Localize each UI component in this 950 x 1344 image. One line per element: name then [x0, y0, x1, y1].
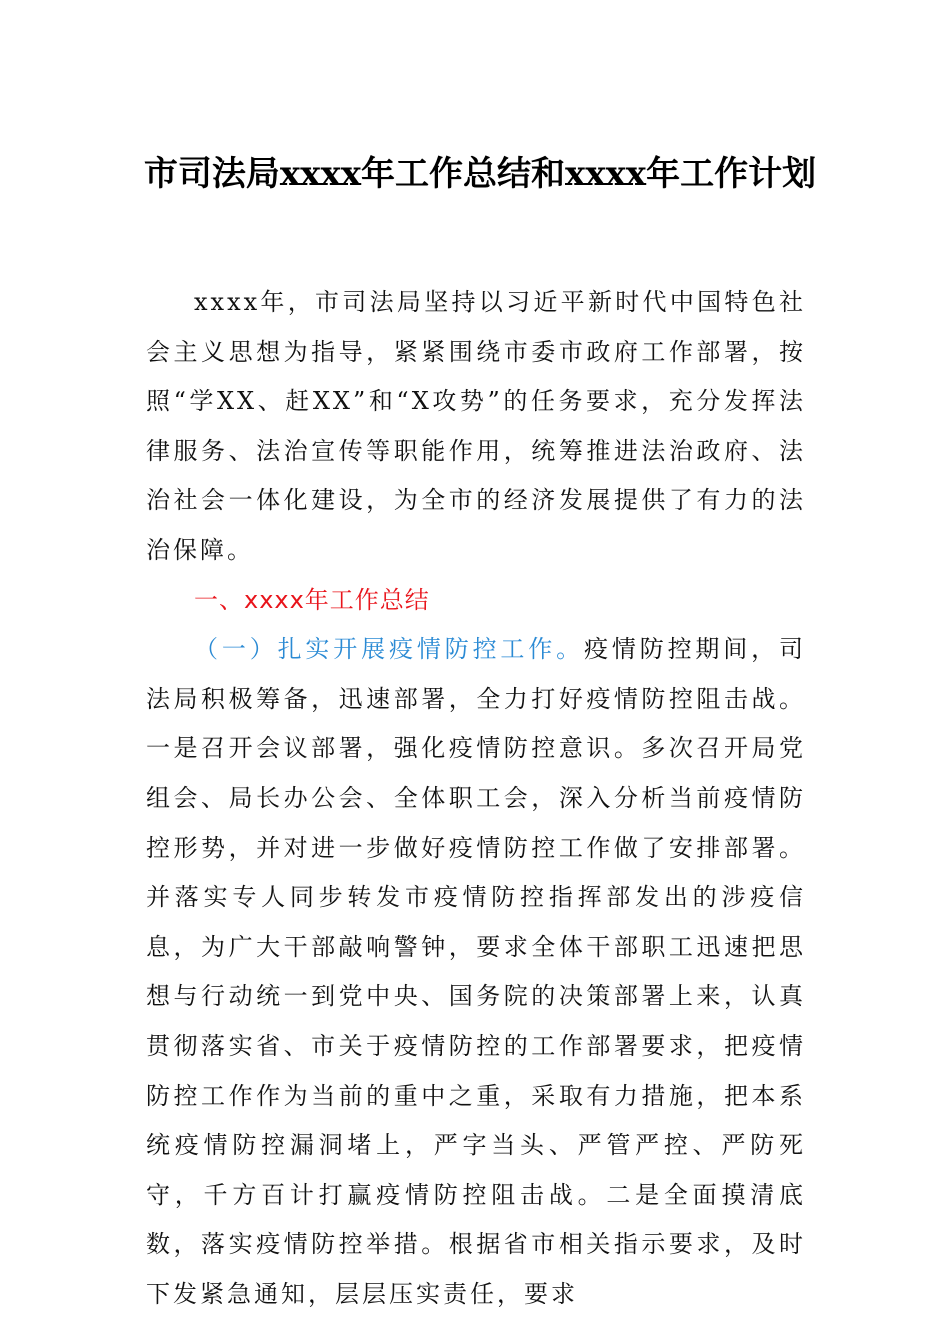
subsection-paragraph [146, 625, 806, 1319]
document-title: 市司法局xxxx年工作总结和xxxx年工作计划 [143, 154, 817, 194]
document-body [146, 278, 806, 1319]
section-heading-summary: 一、xxxx年工作总结 [194, 585, 430, 614]
subsection-heading: （一）扎实开展疫情防控工作。 [194, 635, 584, 664]
intro-paragraph: xxxx年，市司法局坚持以习近平新时代中国特色社会主义思想为指导，紧紧围绕市委市政府工作部署，按照“学XX、赶XX”和“X攻势”的任务要求，充分发挥法律服务、法治宣传等职能作用，统筹推进法治政府、法治社会一体化建设，为全市的经济发展提供了有力的法治保障。 [146, 288, 806, 564]
subsection-body: 疫情防控期间，司法局积极筹备，迅速部署，全力打好疫情防控阻击战。一是召开会议部署，强化疫情防控意识。多次召开局党组会、局长办公会、全体职工会，深入分析当前疫情防控形势，并对进一步做好疫情防控工作做了安排部署。并落实专人同步转发市疫情防控指挥部发出的涉疫信息，为广大干部敲响警钟，要求全体干部职工迅速把思想与行动统一到党中央、国务院的决策部署上来，认真贯彻落实省、市关于疫情防控的工作部署要求，把疫情防控工作作为当前的重中之重，采取有力措施，把本系统疫情防控漏洞堵上，严字当头、严管严控、严防死守，千方百计打赢疫情防控阻击战。二是全面摸清底数，落实疫情防控举措。根据省市相关指示要求，及时下发紧急通知，层层压实责任，要求 [146, 635, 806, 1308]
